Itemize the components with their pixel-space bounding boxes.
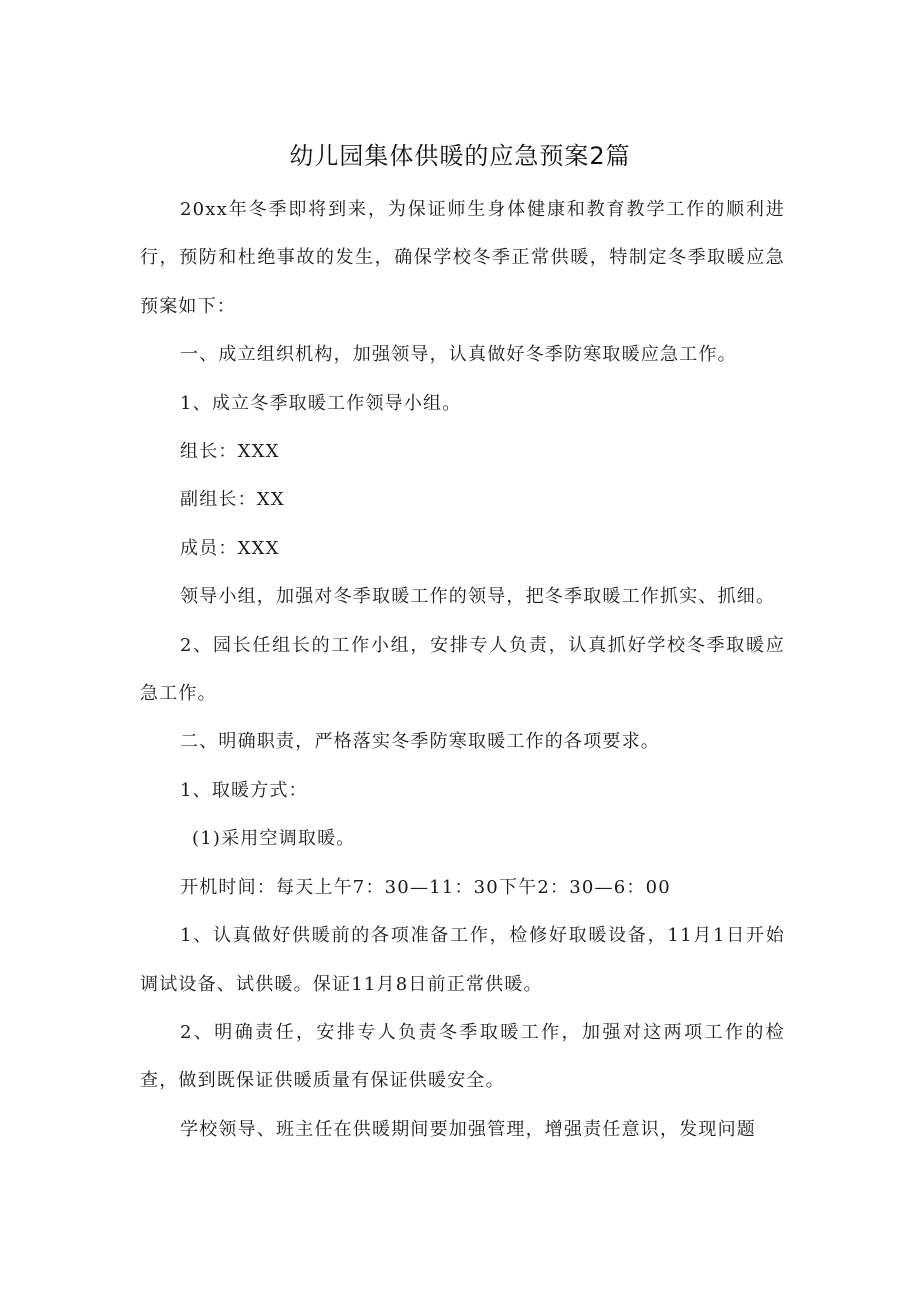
list-item: 2、园长任组长的工作小组，安排专人负责，认真抓好学校冬季取暖应急工作。 bbox=[140, 634, 785, 705]
leader-line: 组长：XXX bbox=[180, 441, 280, 463]
section-heading-1: 一、成立组织机构，加强领导，认真做好冬季防寒取暖应急工作。 bbox=[180, 344, 737, 366]
paragraph: 领导小组，加强对冬季取暖工作的领导，把冬季取暖工作抓实、抓细。 bbox=[180, 586, 776, 608]
paragraph: 学校领导、班主任在供暖期间要加强管理，增强责任意识，发现问题 bbox=[180, 1118, 756, 1140]
document-title: 幼儿园集体供暖的应急预案2篇 bbox=[289, 142, 631, 170]
paragraph-intro: 20xx年冬季即将到来，为保证师生身体健康和教育教学工作的顺利进行，预防和杜绝事故的发生，确保学校冬季正常供暖，特制定冬季取暖应急预案如下： bbox=[140, 199, 785, 317]
list-item: 1、成立冬季取暖工作领导小组。 bbox=[180, 392, 462, 414]
document-body bbox=[140, 186, 785, 1154]
members-line: 成员：XXX bbox=[180, 537, 280, 559]
list-item: 1、认真做好供暖前的各项准备工作，检修好取暖设备，11月1日开始调试设备、试供暖。保证11月8日前正常供暖。 bbox=[140, 925, 785, 995]
deputy-leader-line: 副组长：XX bbox=[180, 489, 285, 511]
sub-list-item: (1)采用空调取暖。 bbox=[192, 828, 356, 850]
section-heading-2: 二、明确职责，严格落实冬季防寒取暖工作的各项要求。 bbox=[180, 731, 660, 753]
list-item: 2、明确责任，安排专人负责冬季取暖工作，加强对这两项工作的检查，做到既保证供暖质量有保证供暖安全。 bbox=[140, 1021, 785, 1092]
list-item: 1、取暖方式： bbox=[180, 779, 308, 801]
schedule-line: 开机时间：每天上午7：30—11：30下午2：30—6：00 bbox=[180, 876, 671, 898]
